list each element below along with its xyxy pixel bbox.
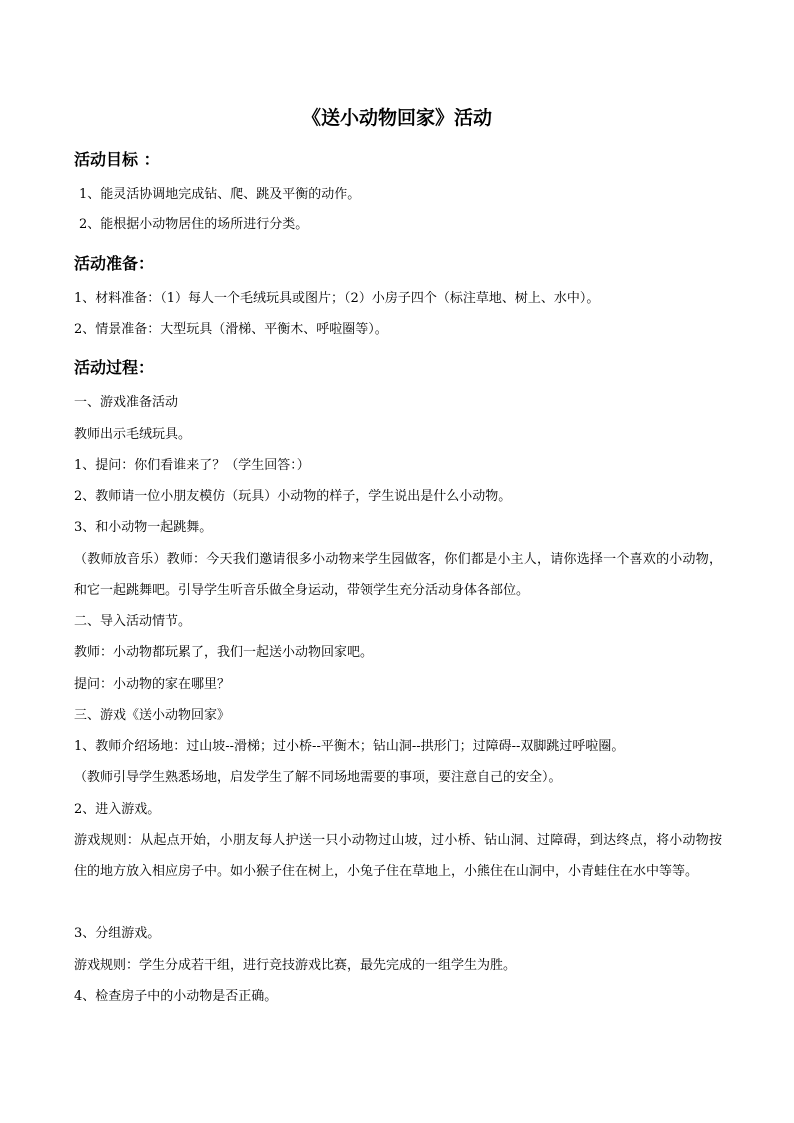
process-line: （教师引导学生熟悉场地，启发学生了解不同场地需要的事项，要注意自己的安全）。 [74,770,562,785]
process-line: 二、导入活动情节。 [74,614,192,629]
process-paragraph: （教师放音乐）教师：今天我们邀请很多小动物来学生园做客，你们都是小主人，请你选择一个喜欢的小动物，和它一起跳舞吧。引导学生听音乐做全身运动，带领学生充分活动身体各部位。 [74,552,722,598]
section-heading-prep: 活动准备： [74,254,155,273]
process-paragraph: 游戏规则：从起点开始，小朋友每人护送一只小动物过山坡，过小桥、钻山洞、过障碍，到达终点，将小动物按住的地方放入相应房子中。如小猴子住在树上，小兔子住在草地上，小熊住在山洞中，小青蛙住在水中等等。 [74,833,722,879]
section-heading-process: 活动过程： [74,358,155,377]
process-line: 提问：小动物的家在哪里？ [74,677,231,692]
process-line: 教师出示毛绒玩具。 [74,427,192,442]
section-heading-goals: 活动目标 ： [74,150,160,169]
process-line: 游戏规则：学生分成若干组，进行竞技游戏比赛，最先完成的一组学生为胜。 [74,958,517,973]
process-line: 1、提问：你们看谁来了？（学生回答：） [74,458,310,473]
process-line: 4、检查房子中的小动物是否正确。 [74,989,278,1004]
document-title: 《送小动物回家》活动 [301,107,492,129]
goal-item-1: 1、能灵活协调地完成钻、爬、跳及平衡的动作。 [79,187,361,202]
process-line: 2、教师请一位小朋友模仿（玩具）小动物的样子，学生说出是什么小动物。 [74,489,512,504]
process-line: 1、教师介绍场地：过山坡--滑梯；过小桥--平衡木；钻山洞--拱形门；过障碍--双脚跳过呼啦圈。 [74,739,625,754]
prep-item-2: 2、情景准备：大型玩具（滑梯、平衡木、呼啦圈等）。 [74,322,388,337]
process-line: 3、和小动物一起跳舞。 [74,520,213,535]
process-line: 教师：小动物都玩累了，我们一起送小动物回家吧。 [74,645,374,660]
process-line: 三、游戏《送小动物回家》 [74,708,231,723]
process-line: 3、分组游戏。 [74,926,161,941]
process-line: 2、进入游戏。 [74,802,161,817]
process-line: 一、游戏准备活动 [74,395,179,410]
prep-item-1: 1、材料准备：（1）每人一个毛绒玩具或图片；（2）小房子四个（标注草地、树上、水中）。 [74,291,600,306]
goal-item-2: 2、能根据小动物居住的场所进行分类。 [79,217,309,232]
